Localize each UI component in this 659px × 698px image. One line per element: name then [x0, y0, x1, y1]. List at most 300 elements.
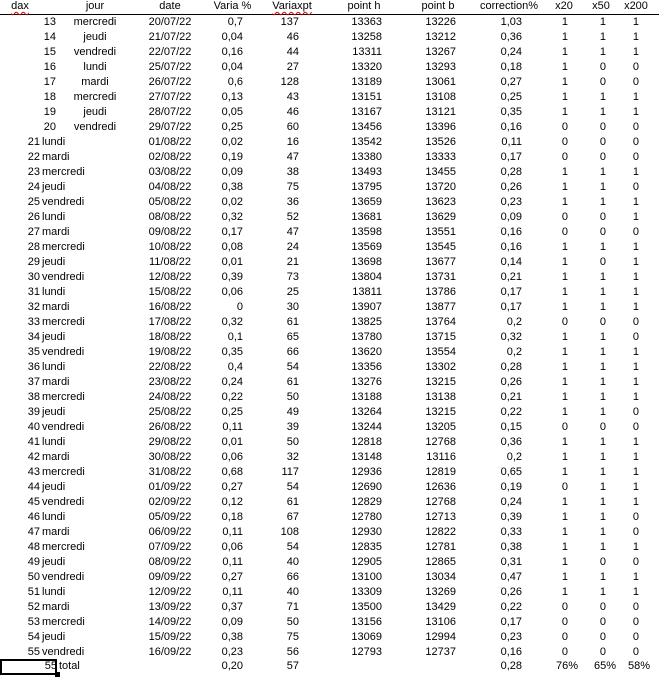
cell-varia-pct[interactable]: 0,27 [221, 571, 243, 583]
cell-correction[interactable]: 0,11 [501, 136, 522, 148]
cell-date[interactable]: 29/08/22 [148, 436, 192, 448]
cell-dax[interactable]: 43 [27, 466, 40, 478]
cell-jour[interactable]: lundi [42, 586, 66, 598]
cell-jour[interactable]: jeudi [83, 31, 107, 43]
cell-x20[interactable]: 1 [561, 286, 568, 298]
cell-x50[interactable]: 1 [599, 301, 606, 313]
cell-correction[interactable]: 0,21 [500, 391, 522, 403]
cell-varia-pct[interactable]: 0,23 [221, 646, 243, 658]
cell-date[interactable]: 15/09/22 [148, 631, 192, 643]
cell-x200[interactable]: 0 [632, 631, 639, 643]
cell-jour[interactable]: mercredi [73, 91, 117, 103]
cell-x200[interactable]: 0 [632, 406, 639, 418]
cell-point-h[interactable]: 13493 [351, 166, 382, 178]
cell-point-b[interactable]: 13293 [425, 61, 456, 73]
cell-variaxpt[interactable]: 46 [286, 31, 299, 43]
cell-date[interactable]: 01/08/22 [148, 136, 192, 148]
cell-x50[interactable]: 1 [599, 361, 606, 373]
cell-x20[interactable]: 1 [561, 76, 568, 88]
cell-x200[interactable]: 0 [632, 121, 639, 133]
cell-x20[interactable]: 0 [561, 151, 568, 163]
cell-x200[interactable]: 1 [632, 286, 639, 298]
cell-varia-pct[interactable]: 0,25 [221, 121, 243, 133]
cell-correction[interactable]: 0,65 [500, 466, 522, 478]
cell-variaxpt[interactable]: 24 [286, 241, 299, 253]
cell-dax[interactable]: 38 [27, 391, 40, 403]
cell-jour[interactable]: jeudi [42, 631, 66, 643]
cell-dax[interactable]: 30 [27, 271, 40, 283]
cell-point-h[interactable]: 13151 [351, 91, 382, 103]
cell-x200[interactable]: 0 [632, 331, 639, 343]
cell-variaxpt[interactable]: 75 [286, 631, 299, 643]
cell-x200[interactable]: 1 [632, 361, 639, 373]
cell-correction[interactable]: 0,38 [500, 541, 522, 553]
cell-x50[interactable]: 0 [599, 601, 606, 613]
cell-x20[interactable]: 1 [561, 46, 568, 58]
cell-x50[interactable]: 1 [599, 181, 606, 193]
cell-jour[interactable]: vendredi [42, 346, 85, 358]
cell-date[interactable]: 12/09/22 [148, 586, 192, 598]
cell-correction[interactable]: 0,15 [500, 421, 522, 433]
cell-point-b[interactable]: 13061 [425, 76, 456, 88]
cell-correction[interactable]: 0,09 [500, 211, 522, 223]
cell-variaxpt[interactable]: 50 [286, 391, 299, 403]
cell-point-b[interactable]: 13554 [425, 346, 456, 358]
cell-x50[interactable]: 1 [599, 46, 606, 58]
cell-x20[interactable]: 1 [561, 496, 568, 508]
cell-varia-pct[interactable]: 0,1 [227, 331, 243, 343]
cell-varia-pct[interactable]: 0,17 [221, 226, 243, 238]
cell-jour[interactable]: mardi [42, 601, 70, 613]
cell-point-h[interactable]: 13825 [351, 316, 382, 328]
cell-correction[interactable]: 0,22 [500, 601, 522, 613]
cell-dax[interactable]: 33 [27, 316, 40, 328]
cell-variaxpt[interactable]: 71 [286, 601, 299, 613]
cell-varia-pct[interactable]: 0,32 [221, 316, 243, 328]
cell-variaxpt[interactable]: 61 [286, 316, 299, 328]
cell-correction[interactable]: 0,16 [500, 121, 522, 133]
cell-x50[interactable]: 1 [599, 196, 606, 208]
cell-dax[interactable]: 54 [27, 631, 40, 643]
cell-jour[interactable]: mercredi [73, 16, 117, 28]
cell-correction[interactable]: 0,16 [500, 226, 522, 238]
cell-x20[interactable]: 0 [561, 631, 568, 643]
cell-varia-pct[interactable]: 0,09 [221, 166, 243, 178]
cell-x200[interactable]: 0 [632, 181, 639, 193]
cell-x50[interactable]: 1 [599, 271, 606, 283]
cell-date[interactable]: 28/07/22 [148, 106, 192, 118]
cell-x50[interactable]: 0 [599, 256, 606, 268]
cell-correction[interactable]: 0,2 [506, 316, 522, 328]
cell-x50[interactable]: 1 [599, 346, 606, 358]
cell-x200[interactable]: 0 [632, 421, 639, 433]
cell-x50[interactable]: 1 [599, 406, 606, 418]
cell-x200[interactable]: 0 [632, 136, 639, 148]
cell-date[interactable]: 08/09/22 [148, 556, 192, 568]
header-varia-pct[interactable]: Varia % [213, 0, 252, 12]
cell-dax[interactable]: 24 [27, 181, 40, 193]
cell-date[interactable]: 24/08/22 [148, 391, 192, 403]
cell-point-b[interactable]: 13138 [425, 391, 456, 403]
cell-correction[interactable]: 0,28 [500, 166, 522, 178]
cell-variaxpt[interactable]: 54 [286, 541, 299, 553]
cell-jour[interactable]: mercredi [42, 391, 85, 403]
cell-point-b[interactable]: 13106 [425, 616, 456, 628]
cell-date[interactable]: 21/07/22 [148, 31, 192, 43]
cell-x200[interactable]: 0 [632, 511, 639, 523]
header-x20[interactable]: x20 [555, 0, 573, 12]
cell-x20[interactable]: 1 [561, 586, 568, 598]
cell-dax[interactable]: 37 [27, 376, 40, 388]
cell-varia-pct[interactable]: 0,38 [221, 631, 243, 643]
cell-jour[interactable]: mardi [81, 76, 109, 88]
cell-x200[interactable]: 1 [632, 376, 639, 388]
cell-x200[interactable]: 1 [632, 271, 639, 283]
cell-jour[interactable]: jeudi [42, 181, 66, 193]
cell-x50[interactable]: 0 [599, 316, 606, 328]
cell-x50[interactable]: 1 [599, 541, 606, 553]
cell-variaxpt[interactable]: 54 [286, 481, 299, 493]
cell-dax[interactable]: 26 [27, 211, 40, 223]
cell-varia-pct[interactable]: 0,19 [221, 151, 243, 163]
cell-variaxpt[interactable]: 40 [286, 586, 299, 598]
cell-x20[interactable]: 1 [561, 31, 568, 43]
cell-correction[interactable]: 0,35 [500, 106, 522, 118]
cell-jour[interactable]: vendredi [42, 496, 85, 508]
cell-jour[interactable]: vendredi [42, 271, 85, 283]
cell-jour[interactable]: lundi [42, 286, 66, 298]
cell-point-b[interactable]: 13764 [425, 316, 456, 328]
cell-x20[interactable]: 1 [561, 526, 568, 538]
cell-jour[interactable]: mardi [42, 301, 70, 313]
cell-point-h[interactable]: 13795 [351, 181, 382, 193]
cell-dax[interactable]: 55 [27, 646, 40, 658]
cell-variaxpt[interactable]: 56 [286, 646, 299, 658]
cell-dax[interactable]: 28 [27, 241, 40, 253]
cell-variaxpt[interactable]: 61 [286, 496, 299, 508]
cell-variaxpt[interactable]: 30 [286, 301, 299, 313]
cell-date[interactable]: 05/09/22 [148, 511, 192, 523]
cell-x200[interactable]: 1 [632, 166, 639, 178]
cell-point-b[interactable]: 13786 [425, 286, 456, 298]
cell-x200[interactable]: 1 [632, 241, 639, 253]
cell-date[interactable]: 31/08/22 [148, 466, 192, 478]
cell-correction[interactable]: 0,26 [500, 181, 522, 193]
cell-date[interactable]: 01/09/22 [148, 481, 192, 493]
total-label[interactable]: total [59, 660, 80, 672]
cell-x200[interactable]: 0 [632, 316, 639, 328]
cell-point-h[interactable]: 13698 [351, 256, 382, 268]
cell-point-b[interactable]: 13526 [425, 136, 456, 148]
cell-point-b[interactable]: 12865 [425, 556, 456, 568]
cell-dax[interactable]: 41 [27, 436, 40, 448]
cell-jour[interactable]: mercredi [42, 316, 85, 328]
cell-point-b[interactable]: 13877 [425, 301, 456, 313]
cell-point-h[interactable]: 12690 [351, 481, 382, 493]
cell-x200[interactable]: 1 [632, 586, 639, 598]
cell-dax[interactable]: 15 [43, 46, 56, 58]
cell-point-h[interactable]: 13276 [351, 376, 382, 388]
cell-x20[interactable]: 1 [561, 361, 568, 373]
cell-jour[interactable]: vendredi [73, 46, 117, 58]
cell-date[interactable]: 25/07/22 [148, 61, 192, 73]
cell-x200[interactable]: 1 [632, 106, 639, 118]
cell-correction[interactable]: 0,36 [500, 436, 522, 448]
cell-varia-pct[interactable]: 0,38 [221, 181, 243, 193]
cell-x200[interactable]: 1 [632, 451, 639, 463]
cell-x50[interactable]: 0 [599, 61, 606, 73]
cell-x200[interactable]: 1 [632, 436, 639, 448]
cell-x20[interactable]: 0 [561, 136, 568, 148]
cell-point-b[interactable]: 13333 [425, 151, 456, 163]
cell-dax[interactable]: 18 [43, 91, 56, 103]
cell-point-b[interactable]: 13551 [425, 226, 456, 238]
cell-x200[interactable]: 1 [632, 16, 639, 28]
cell-point-b[interactable]: 13121 [425, 106, 456, 118]
cell-correction[interactable]: 0,26 [500, 586, 522, 598]
cell-jour[interactable]: jeudi [42, 256, 66, 268]
cell-x20[interactable]: 1 [561, 16, 568, 28]
total-correction[interactable]: 0,28 [500, 660, 522, 672]
cell-point-h[interactable]: 13681 [351, 211, 382, 223]
cell-varia-pct[interactable]: 0,06 [221, 286, 243, 298]
cell-date[interactable]: 17/08/22 [148, 316, 192, 328]
cell-point-b[interactable]: 13205 [425, 421, 456, 433]
cell-varia-pct[interactable]: 0,16 [221, 46, 243, 58]
cell-x200[interactable]: 1 [632, 196, 639, 208]
cell-x20[interactable]: 1 [561, 556, 568, 568]
cell-x20[interactable]: 1 [561, 196, 568, 208]
cell-x200[interactable]: 0 [632, 616, 639, 628]
cell-point-h[interactable]: 13811 [352, 286, 382, 298]
cell-point-b[interactable]: 13455 [425, 166, 456, 178]
cell-point-h[interactable]: 12780 [351, 511, 382, 523]
cell-x20[interactable]: 1 [561, 106, 568, 118]
cell-x20[interactable]: 1 [561, 466, 568, 478]
cell-point-b[interactable]: 13116 [426, 451, 456, 463]
cell-x50[interactable]: 1 [599, 241, 606, 253]
cell-x50[interactable]: 0 [599, 76, 606, 88]
cell-dax[interactable]: 20 [43, 121, 56, 133]
cell-x200[interactable]: 1 [632, 211, 639, 223]
cell-correction[interactable]: 0,21 [500, 271, 522, 283]
cell-date[interactable]: 25/08/22 [148, 406, 192, 418]
cell-dax[interactable]: 14 [43, 31, 56, 43]
cell-point-h[interactable]: 12930 [351, 526, 382, 538]
cell-x200[interactable]: 1 [632, 256, 639, 268]
cell-dax[interactable]: 36 [27, 361, 40, 373]
cell-dax[interactable]: 49 [27, 556, 40, 568]
cell-point-b[interactable]: 13715 [425, 331, 456, 343]
cell-correction[interactable]: 0,25 [500, 91, 522, 103]
cell-variaxpt[interactable]: 67 [286, 511, 299, 523]
cell-point-h[interactable]: 13167 [351, 106, 382, 118]
cell-point-b[interactable]: 13623 [425, 196, 456, 208]
header-variaxpt[interactable]: Variaxpt [272, 0, 312, 12]
cell-jour[interactable]: mardi [42, 526, 70, 538]
header-jour[interactable]: jour [85, 0, 105, 12]
cell-date[interactable]: 20/07/22 [148, 16, 192, 28]
cell-jour[interactable]: jeudi [42, 406, 66, 418]
cell-varia-pct[interactable]: 0,04 [221, 61, 243, 73]
cell-point-h[interactable]: 13148 [351, 451, 382, 463]
cell-x20[interactable]: 1 [561, 301, 568, 313]
cell-date[interactable]: 06/09/22 [148, 526, 192, 538]
cell-varia-pct[interactable]: 0,02 [221, 136, 243, 148]
cell-correction[interactable]: 0,17 [500, 286, 522, 298]
cell-point-h[interactable]: 13569 [351, 241, 382, 253]
cell-x20[interactable]: 0 [561, 226, 568, 238]
header-point-h[interactable]: point h [347, 0, 381, 12]
cell-point-b[interactable]: 12636 [425, 481, 456, 493]
cell-point-h[interactable]: 13311 [352, 46, 382, 58]
cell-varia-pct[interactable]: 0,22 [221, 391, 243, 403]
cell-jour[interactable]: vendredi [42, 421, 85, 433]
cell-x50[interactable]: 1 [599, 286, 606, 298]
cell-x20[interactable]: 1 [561, 541, 568, 553]
cell-variaxpt[interactable]: 40 [286, 556, 299, 568]
cell-point-h[interactable]: 13100 [351, 571, 382, 583]
cell-variaxpt[interactable]: 128 [280, 76, 299, 88]
cell-dax[interactable]: 44 [27, 481, 40, 493]
cell-x50[interactable]: 0 [599, 421, 606, 433]
header-date[interactable]: date [159, 0, 181, 12]
cell-point-h[interactable]: 13069 [351, 631, 382, 643]
cell-point-h[interactable]: 13258 [351, 31, 382, 43]
cell-variaxpt[interactable]: 39 [286, 421, 299, 433]
cell-point-h[interactable]: 13598 [351, 226, 382, 238]
cell-point-h[interactable]: 13264 [351, 406, 382, 418]
cell-correction[interactable]: 0,19 [500, 481, 522, 493]
cell-x20[interactable]: 1 [561, 271, 568, 283]
cell-point-h[interactable]: 13659 [351, 196, 382, 208]
total-variaxpt[interactable]: 57 [286, 660, 299, 672]
cell-x20[interactable]: 1 [561, 331, 568, 343]
cell-variaxpt[interactable]: 75 [286, 181, 299, 193]
cell-dax[interactable]: 51 [27, 586, 40, 598]
cell-date[interactable]: 11/08/22 [148, 256, 191, 268]
cell-correction[interactable]: 1,03 [500, 16, 522, 28]
cell-point-h[interactable]: 12818 [351, 436, 382, 448]
cell-point-h[interactable]: 13244 [351, 421, 382, 433]
cell-date[interactable]: 02/09/22 [148, 496, 192, 508]
cell-date[interactable]: 13/09/22 [148, 601, 192, 613]
cell-point-h[interactable]: 13542 [351, 136, 382, 148]
cell-x20[interactable]: 1 [561, 436, 568, 448]
cell-x50[interactable]: 1 [599, 331, 606, 343]
cell-correction[interactable]: 0,16 [500, 646, 522, 658]
cell-date[interactable]: 10/08/22 [148, 241, 192, 253]
cell-point-b[interactable]: 12737 [425, 646, 456, 658]
cell-x200[interactable]: 1 [632, 346, 639, 358]
header-point-b[interactable]: point b [421, 0, 455, 12]
cell-date[interactable]: 07/09/22 [148, 541, 192, 553]
cell-x20[interactable]: 1 [561, 346, 568, 358]
cell-x20[interactable]: 1 [561, 61, 568, 73]
cell-variaxpt[interactable]: 46 [286, 106, 299, 118]
cell-dax[interactable]: 48 [27, 541, 40, 553]
cell-varia-pct[interactable]: 0,25 [221, 406, 243, 418]
cell-point-h[interactable]: 12829 [351, 496, 382, 508]
cell-dax[interactable]: 50 [27, 571, 40, 583]
cell-point-h[interactable]: 13620 [351, 346, 382, 358]
cell-point-h[interactable]: 13500 [351, 601, 382, 613]
cell-date[interactable]: 05/08/22 [148, 196, 192, 208]
cell-x50[interactable]: 1 [599, 166, 606, 178]
cell-dax[interactable]: 29 [27, 256, 40, 268]
cell-point-b[interactable]: 13215 [425, 376, 456, 388]
cell-correction[interactable]: 0,32 [500, 331, 522, 343]
cell-date[interactable]: 12/08/22 [148, 271, 192, 283]
cell-x50[interactable]: 0 [599, 556, 606, 568]
cell-date[interactable]: 08/08/22 [148, 211, 192, 223]
cell-variaxpt[interactable]: 108 [280, 526, 299, 538]
cell-point-h[interactable]: 13907 [351, 301, 382, 313]
cell-dax[interactable]: 53 [27, 616, 40, 628]
cell-varia-pct[interactable]: 0,12 [221, 496, 243, 508]
cell-x200[interactable]: 1 [632, 481, 639, 493]
cell-correction[interactable]: 0,27 [500, 76, 522, 88]
cell-date[interactable]: 15/08/22 [148, 286, 192, 298]
cell-point-b[interactable]: 13396 [425, 121, 456, 133]
cell-jour[interactable]: mercredi [42, 541, 85, 553]
cell-date[interactable]: 19/08/22 [148, 346, 192, 358]
cell-point-h[interactable]: 12936 [351, 466, 382, 478]
cell-x50[interactable]: 1 [599, 571, 606, 583]
cell-correction[interactable]: 0,28 [500, 361, 522, 373]
cell-x50[interactable]: 1 [599, 436, 606, 448]
cell-x50[interactable]: 1 [599, 481, 606, 493]
cell-dax[interactable]: 34 [27, 331, 40, 343]
cell-point-b[interactable]: 13267 [425, 46, 456, 58]
cell-x200[interactable]: 0 [632, 151, 639, 163]
cell-variaxpt[interactable]: 117 [281, 466, 299, 478]
cell-jour[interactable]: lundi [42, 211, 66, 223]
cell-date[interactable]: 09/09/22 [148, 571, 192, 583]
cell-x50[interactable]: 1 [599, 466, 606, 478]
cell-date[interactable]: 29/07/22 [148, 121, 192, 133]
cell-varia-pct[interactable]: 0,37 [221, 601, 243, 613]
cell-date[interactable]: 16/09/22 [148, 646, 192, 658]
cell-dax[interactable]: 21 [27, 136, 40, 148]
cell-varia-pct[interactable]: 0,24 [221, 376, 243, 388]
cell-correction[interactable]: 0,17 [500, 301, 522, 313]
cell-dax[interactable]: 16 [43, 61, 56, 73]
cell-point-h[interactable]: 12905 [351, 556, 382, 568]
cell-point-h[interactable]: 13804 [351, 271, 382, 283]
cell-variaxpt[interactable]: 50 [286, 616, 299, 628]
cell-x200[interactable]: 0 [632, 646, 639, 658]
cell-varia-pct[interactable]: 0,7 [227, 16, 243, 28]
cell-point-h[interactable]: 13356 [351, 361, 382, 373]
cell-jour[interactable]: lundi [42, 136, 66, 148]
cell-x50[interactable]: 1 [599, 496, 606, 508]
cell-x200[interactable]: 0 [632, 226, 639, 238]
cell-variaxpt[interactable]: 43 [286, 91, 299, 103]
cell-x200[interactable]: 1 [632, 46, 639, 58]
cell-variaxpt[interactable]: 66 [286, 571, 299, 583]
cell-dax[interactable]: 47 [27, 526, 40, 538]
cell-point-b[interactable]: 12822 [425, 526, 456, 538]
header-dax[interactable]: dax [11, 0, 29, 12]
cell-variaxpt[interactable]: 73 [286, 271, 299, 283]
cell-x50[interactable]: 0 [599, 631, 606, 643]
cell-dax[interactable]: 39 [27, 406, 40, 418]
cell-point-b[interactable]: 12713 [425, 511, 456, 523]
cell-point-b[interactable]: 12994 [425, 631, 456, 643]
cell-point-h[interactable]: 13320 [351, 61, 382, 73]
cell-varia-pct[interactable]: 0,11 [222, 526, 243, 538]
